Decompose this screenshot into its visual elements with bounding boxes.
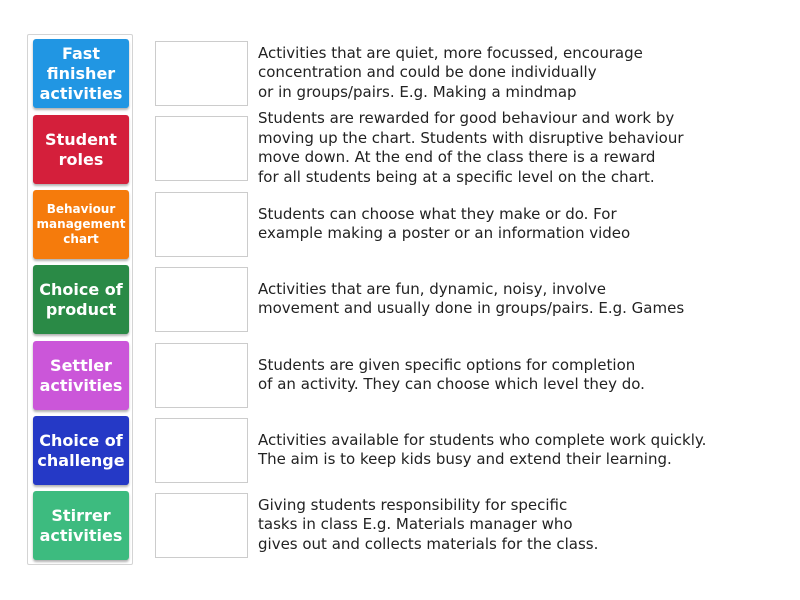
description-text: Activities available for students who complete work quickly. The aim is to keep kids busy and extend their learning. [258,430,707,468]
drop-slot[interactable] [155,192,248,257]
tile-label: Settler activities [39,355,123,395]
drop-slot[interactable] [155,343,248,408]
description-text: Giving students responsibility for specific tasks in class E.g. Materials manager who gives out and collects materials for the class. [258,495,599,553]
drop-slot[interactable] [155,418,248,483]
tile-label: Choice of challenge [37,430,125,470]
answer-tile[interactable] [33,491,129,560]
drop-slot[interactable] [155,116,248,181]
drop-slot[interactable] [155,493,248,558]
description-text: Students are given specific options for completion of an activity. They can choose which level they do. [258,355,645,393]
tile-label: Stirrer activities [39,505,123,545]
drop-slot[interactable] [155,267,248,332]
description-text: Students are rewarded for good behaviour and work by moving up the chart. Students with disruptive behaviour move down. At the end of the class there is a reward for all students being at a specific level on the chart. [258,109,684,186]
answer-tile[interactable] [33,190,129,259]
description-text: Activities that are quiet, more focussed, encourage concentration and could be done individually or in groups/pairs. E.g. Making a mindmap [258,43,643,101]
description-text: Students can choose what they make or do. For example making a poster or an information video [258,204,631,242]
answer-tile[interactable] [33,341,129,410]
answer-tile[interactable] [33,115,129,184]
drop-slot[interactable] [155,41,248,106]
answer-tile[interactable] [33,39,129,108]
tile-label: Student roles [45,129,117,169]
tile-label: Fast finisher activities [39,43,123,103]
tile-label: Behaviour management chart [36,202,126,246]
answer-tile[interactable] [33,416,129,485]
tile-label: Choice of product [39,279,123,319]
answer-tile[interactable] [33,265,129,334]
description-text: Activities that are fun, dynamic, noisy, involve movement and usually done in groups/pairs. E.g. Games [258,279,685,317]
